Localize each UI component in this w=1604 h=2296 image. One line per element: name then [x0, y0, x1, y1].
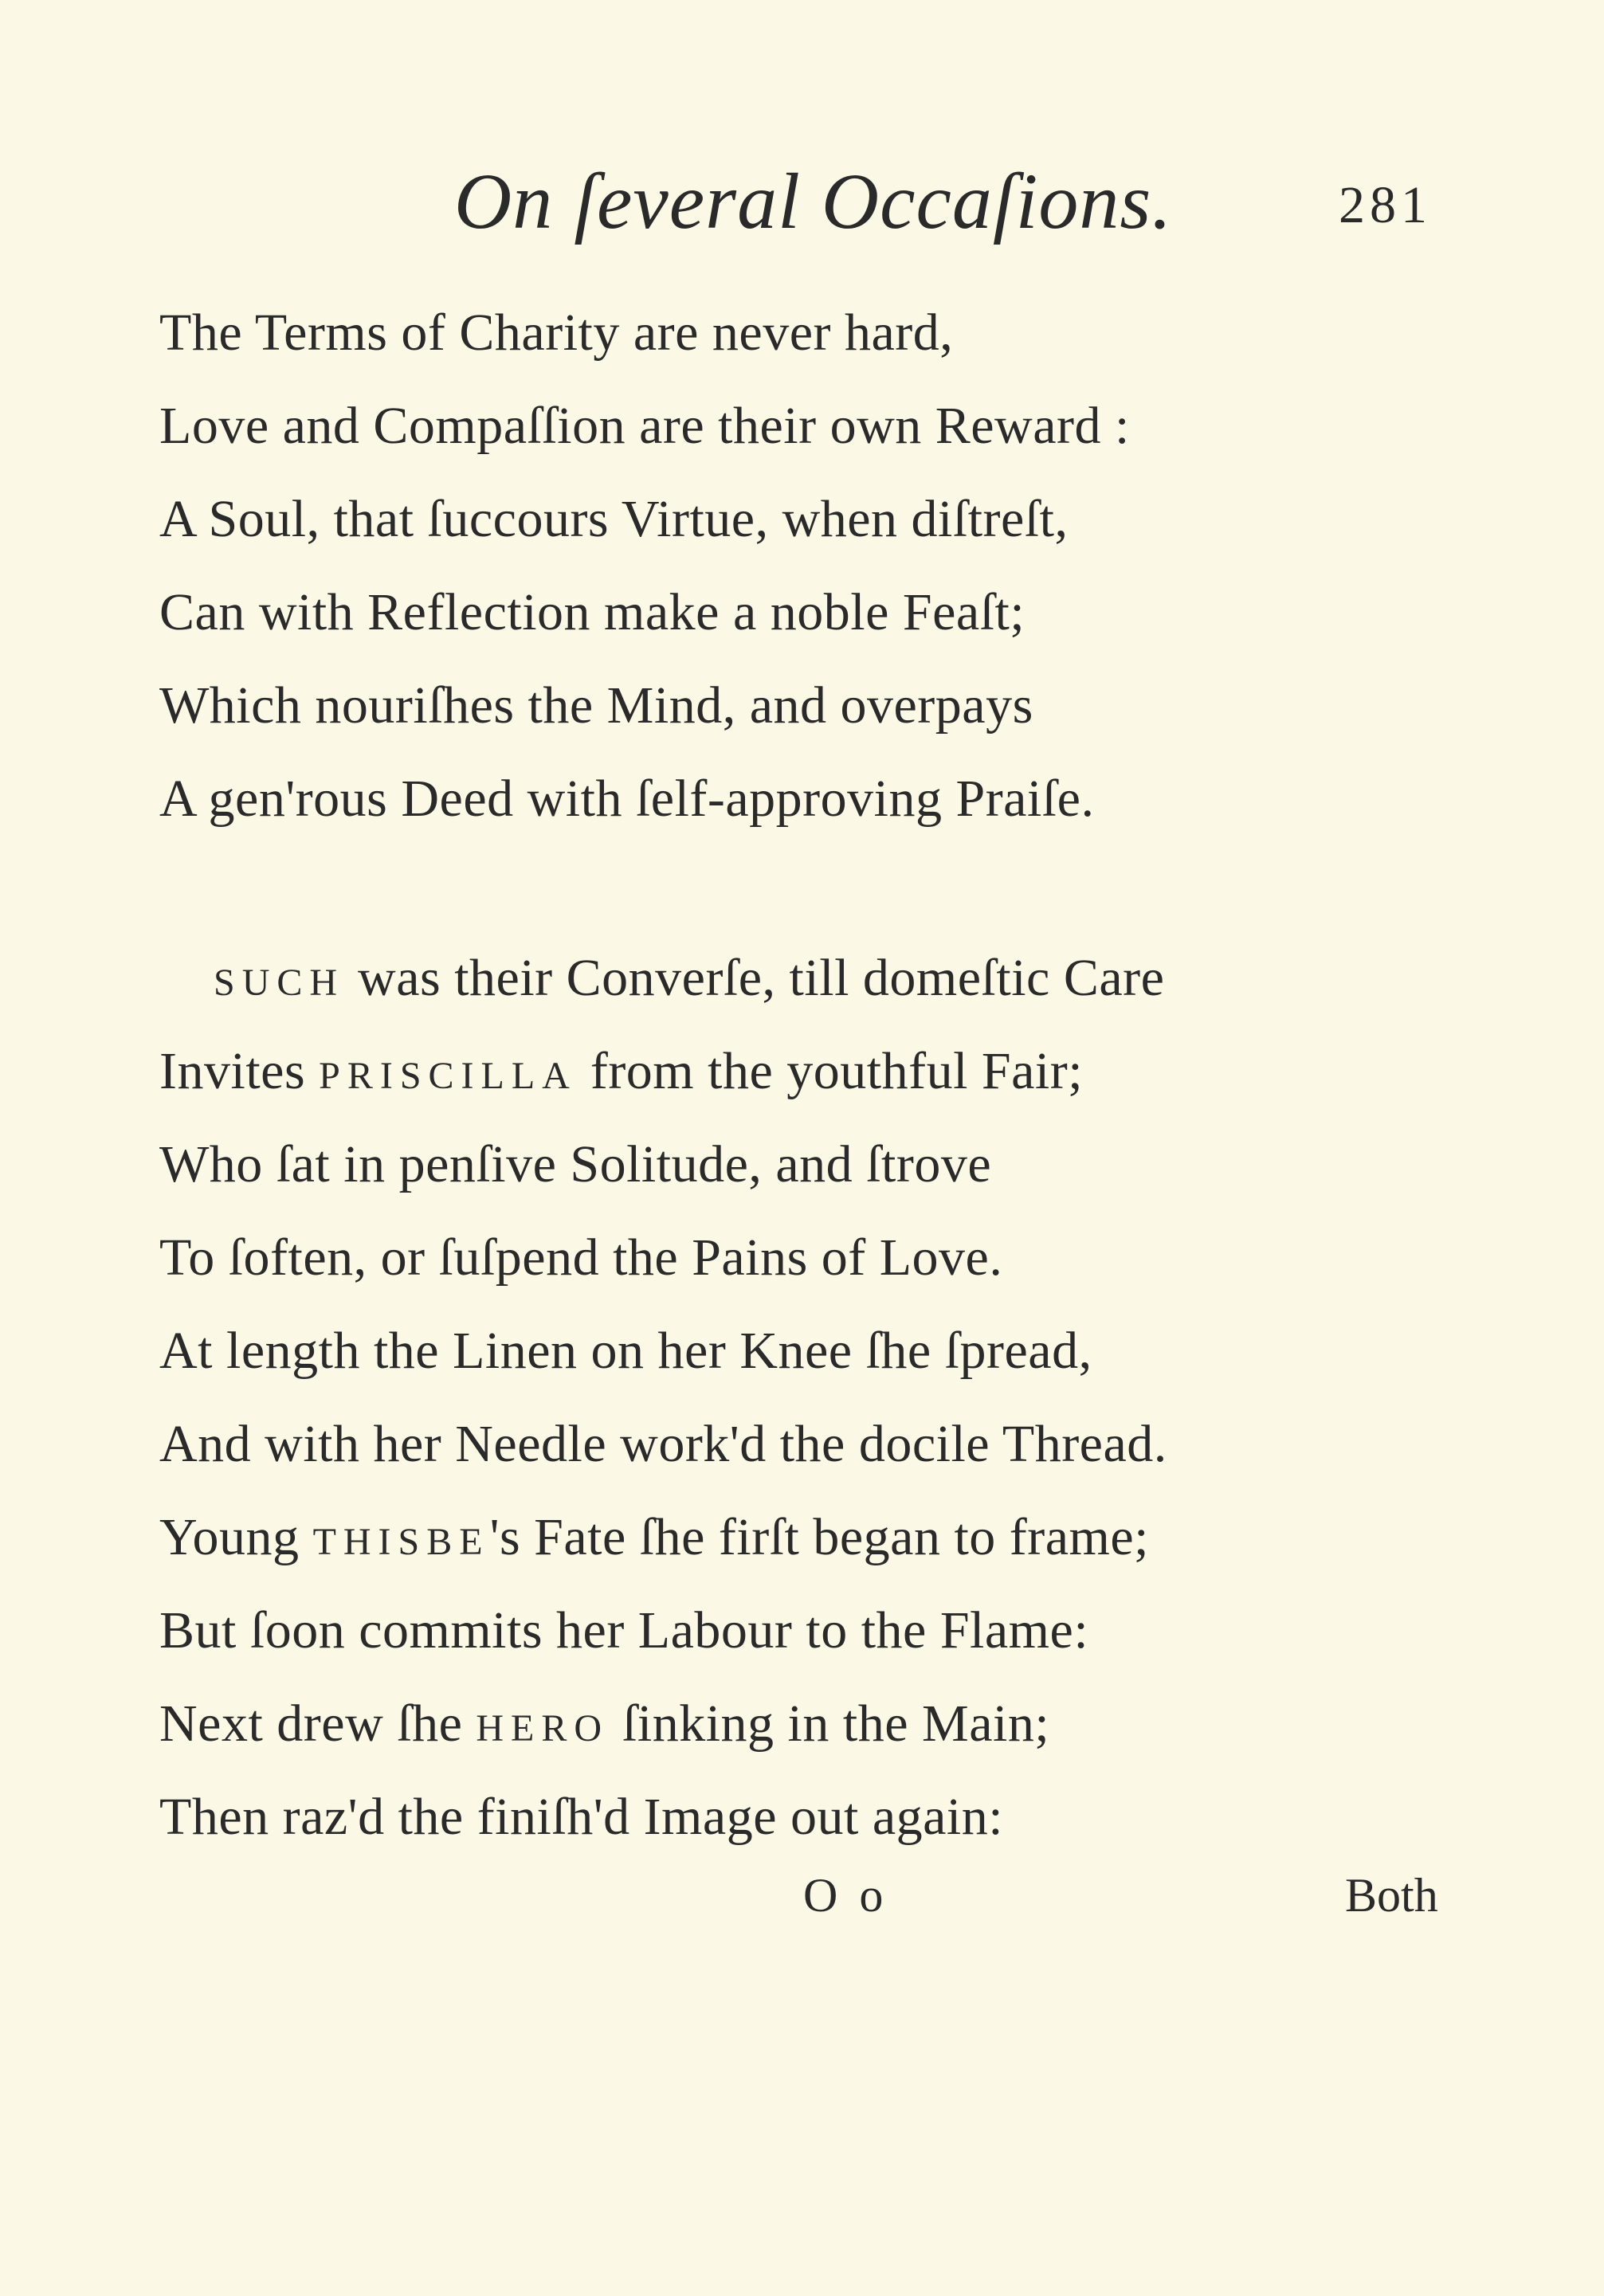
- verse-line: [159, 1694, 1049, 1754]
- small-caps-name: HERO: [476, 1707, 610, 1749]
- verse-line: The Terms of Charity are never hard,: [159, 304, 954, 362]
- verse-line: At length the Linen on her Knee ſhe ſpread,: [159, 1322, 1092, 1380]
- verse-line: [159, 1041, 1083, 1102]
- verse-text: from the youthful Fair;: [576, 1042, 1084, 1100]
- verse-line: [214, 948, 1164, 1009]
- page-number: 281: [1339, 176, 1432, 234]
- catchword: Both: [1345, 1869, 1438, 1922]
- small-caps-name: PRISCILLA: [319, 1055, 577, 1097]
- verse-line: Which nouriſhes the Mind, and overpays: [159, 676, 1033, 735]
- verse-text: 's Fate ſhe firſt began to frame;: [489, 1508, 1150, 1566]
- verse-line: To ſoften, or ſuſpend the Pains of Love.: [159, 1228, 1003, 1287]
- verse-text: ſinking in the Main;: [609, 1695, 1050, 1753]
- verse-text: Invites: [159, 1042, 320, 1100]
- verse-line: A Soul, that ſuccours Virtue, when diſtreſt,: [159, 490, 1069, 548]
- small-caps-name: THISBE: [312, 1521, 490, 1563]
- small-caps-word: SUCH: [214, 962, 345, 1004]
- verse-line: A gen'rous Deed with ſelf-approving Praiſe.: [159, 770, 1095, 828]
- verse-line: Love and Compaſſion are their own Reward :: [159, 397, 1130, 455]
- verse-text: Young: [159, 1508, 313, 1566]
- verse-line: [159, 1507, 1149, 1568]
- verse-line: But ſoon commits her Labour to the Flame:: [159, 1601, 1089, 1659]
- running-title: On ſeveral Occaſions.: [454, 157, 1173, 245]
- verse-text: Next drew ſhe: [159, 1695, 476, 1753]
- signature-mark: O o: [803, 1869, 888, 1922]
- verse-text: was their Converſe, till domeſtic Care: [344, 949, 1165, 1007]
- verse-line: Who ſat in penſive Solitude, and ſtrove: [159, 1135, 992, 1193]
- verse-line: Can with Reflection make a noble Feaſt;: [159, 583, 1026, 641]
- verse-line: Then raz'd the finiſh'd Image out again:: [159, 1788, 1004, 1846]
- verse-line: And with her Needle work'd the docile Thread.: [159, 1415, 1167, 1473]
